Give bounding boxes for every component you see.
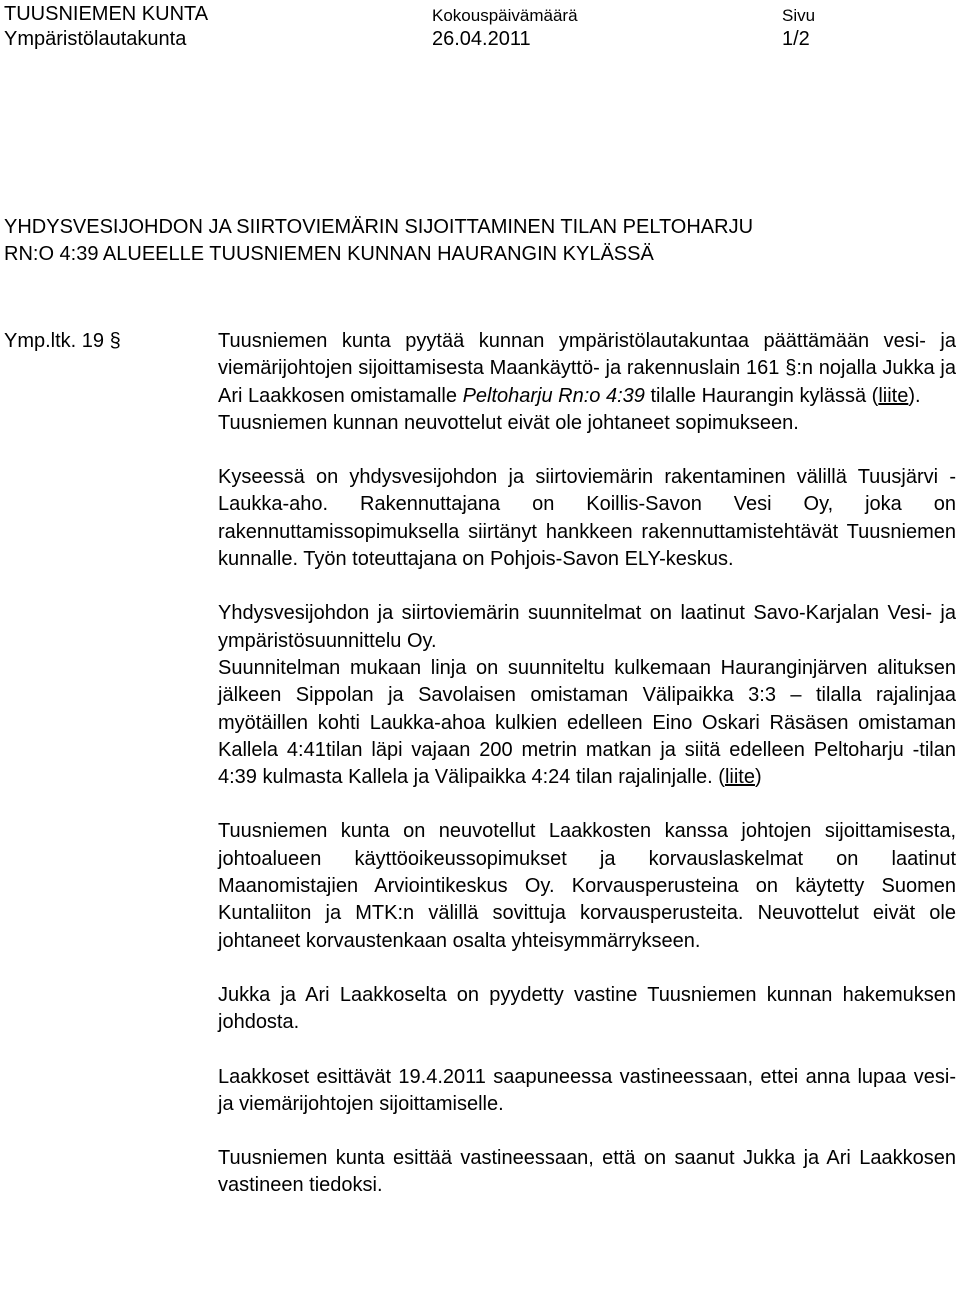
attachment-link-2[interactable]: liite bbox=[724, 766, 755, 789]
document-body bbox=[218, 328, 956, 1200]
meeting-date-label: Kokouspäivämäärä bbox=[432, 6, 578, 25]
p1-text-c: ). bbox=[908, 384, 921, 407]
paragraph-4 bbox=[218, 655, 956, 791]
section-label: Ymp.ltk. 19 § bbox=[4, 330, 121, 352]
p1-text-b: tilalle Haurangin kylässä ( bbox=[644, 384, 879, 407]
p1-text-a: Tuusniemen kunta pyytää kunnan ympäristölautakuntaa päättämään vesi- ja viemärijohtojen sijoittamisesta Maankäyttö- ja rakennuslain 161 §:n nojalla Jukka ja Ari Laakkosen omistamalle bbox=[218, 330, 956, 407]
paragraph-8: Tuusniemen kunta esittää vastineessaan, että on saanut Jukka ja Ari Laakkosen vastineen tiedoksi. bbox=[218, 1147, 956, 1197]
attachment-link[interactable]: liite bbox=[878, 384, 909, 407]
title-line-1: YHDYSVESIJOHDON JA SIIRTOVIEMÄRIN SIJOITTAMINEN TILAN PELTOHARJU bbox=[4, 216, 754, 238]
meeting-date: 26.04.2011 bbox=[432, 28, 531, 50]
committee-name: Ympäristölautakunta bbox=[4, 28, 187, 50]
paragraph-2: Kyseessä on yhdysvesijohdon ja siirtoviemärin rakentaminen välillä Tuusjärvi - Laukka-aho. Rakennuttajana on Koillis-Savon Vesi Oy, joka on rakennuttamissopimuksella siirtänyt hankkeen rakennuttamistehtävät Tuusniemen kunnalle. Työn toteuttajana on Pohjois-Savon ELY-keskus. bbox=[218, 466, 956, 571]
p4-text-b: ) bbox=[754, 766, 762, 789]
paragraph-1-line-2: Tuusniemen kunnan neuvottelut eivät ole johtaneet sopimukseen. bbox=[218, 411, 799, 434]
property-name: Peltoharju Rn:o 4:39 bbox=[462, 384, 645, 407]
paragraph-3: Yhdysvesijohdon ja siirtoviemärin suunnitelmat on laatinut Savo-Karjalan Vesi- ja ympäristösuunnittelu Oy. bbox=[218, 602, 956, 652]
paragraph-7: Laakkoset esittävät 19.4.2011 saapuneessa vastineessaan, ettei anna lupaa vesi- ja viemärijohtojen sijoittamiselle. bbox=[218, 1065, 956, 1115]
paragraph-6: Jukka ja Ari Laakkoselta on pyydetty vastine Tuusniemen kunnan hakemuksen johdosta. bbox=[218, 983, 956, 1034]
page-number: 1/2 bbox=[782, 28, 810, 50]
page-label: Sivu bbox=[782, 6, 816, 25]
paragraph-5: Tuusniemen kunta on neuvotellut Laakkosten kanssa johtojen sijoittamisesta, johtoalueen käyttöoikeussopimukset ja korvauslaskelmat on laatinut Maanomistajien Arviointikeskus Oy. Korvausperusteina on käytetty Suomen Kuntaliiton ja MTK:n välillä sovittuja korvausperusteita. Neuvottelut eivät ole johtaneet korvaustenkaan osalta yhteisymmärrykseen. bbox=[218, 820, 956, 952]
paragraph-1 bbox=[218, 328, 956, 410]
p4-text-a: Suunnitelman mukaan linja on suunniteltu kulkemaan Hauranginjärven alituksen jälkeen Sippolan ja Savolaisen omistaman Välipaikka 3:3 – tilalla rajalinjaa myötäillen kohti Laukka-ahoa kulkien edelleen Eino Oskari Räsäsen omistaman Kallela 4:41tilan läpi vajaan 200 metrin matkan ja siitä edelleen Peltoharju -tilan 4:39 kulmasta Kallela ja Välipaikka 4:24 tilan rajalinjalle. ( bbox=[218, 656, 956, 789]
organization-name: TUUSNIEMEN KUNTA bbox=[4, 3, 209, 25]
document-title bbox=[4, 214, 944, 268]
title-line-2: RN:O 4:39 ALUEELLE TUUSNIEMEN KUNNAN HAURANGIN KYLÄSSÄ bbox=[4, 243, 654, 265]
